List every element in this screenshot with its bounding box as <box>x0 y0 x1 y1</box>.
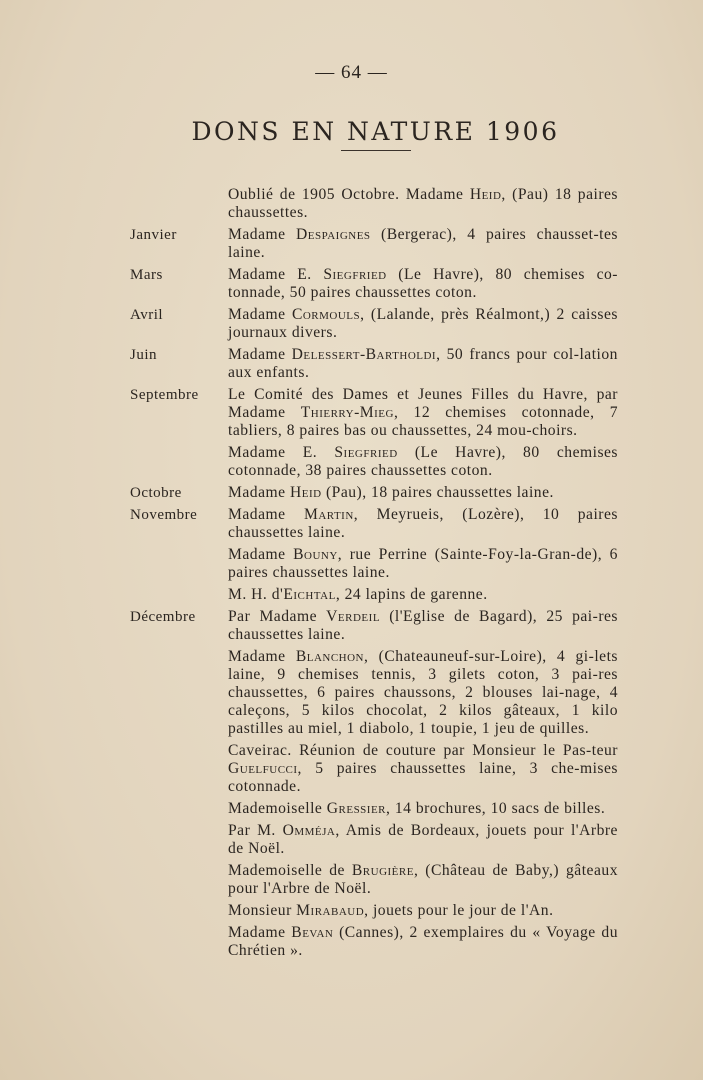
donor-name: Blanchon <box>295 648 365 665</box>
entry-text-part: Mademoiselle de <box>228 862 352 879</box>
entry-text-part: Madame <box>228 226 297 243</box>
donor-name: Bouny <box>293 546 338 563</box>
entry-text-part: , (Château de Baby,) gâteaux pour l'Arbre de Noël. <box>228 862 618 897</box>
entry-text-part: , 50 francs pour col-lation aux enfants. <box>228 346 618 381</box>
donation-entry <box>0 862 703 898</box>
entry-text <box>228 648 618 738</box>
entry-text-part: , jouets pour le jour de l'An. <box>364 902 554 919</box>
entry-text <box>228 822 618 858</box>
donation-entry <box>0 186 703 222</box>
donor-name: Verdeil <box>326 608 381 625</box>
entry-text <box>228 586 618 604</box>
entry-month: Octobre <box>130 485 182 501</box>
donor-name: Guelfucci <box>228 760 298 777</box>
donor-name: Siegfried <box>334 444 398 461</box>
donation-entry <box>0 648 703 738</box>
entry-text-part: Monsieur <box>228 902 297 919</box>
donation-entry <box>0 800 703 818</box>
entry-text-part: (l'Eglise de Bagard), 25 pai-res chaussettes laine. <box>228 608 619 643</box>
entry-text-part: Madame <box>228 546 294 563</box>
page-number: — 64 — <box>315 62 388 83</box>
entry-text-part: , (Pau) 18 paires chaussettes. <box>228 186 619 221</box>
donation-entry <box>0 226 703 262</box>
entry-text-part: (Le Havre), 80 chemises cotonnade, 38 paires chaussettes coton. <box>228 444 619 479</box>
entry-text <box>228 306 618 342</box>
donation-entry <box>0 586 703 604</box>
entry-text <box>228 924 618 960</box>
entry-text-part: , (Lalande, près Réalmont,) 2 caisses journaux divers. <box>228 306 618 341</box>
entry-text-part: Madame E. <box>228 266 324 283</box>
entry-text <box>228 186 618 222</box>
entry-text <box>228 484 618 502</box>
donation-entry <box>0 902 703 920</box>
entry-text-part: Mademoiselle <box>228 800 327 817</box>
entry-text-part: (Bergerac), 4 paires chausset-tes laine. <box>228 226 618 261</box>
entry-text <box>228 266 618 302</box>
entry-month: Septembre <box>130 387 199 403</box>
entry-text <box>228 608 618 644</box>
donation-entry <box>0 924 703 960</box>
page-title: DONS EN NATURE 1906 <box>191 116 560 146</box>
entry-text-part: Par Madame <box>228 608 327 625</box>
donor-name: Mirabaud <box>296 902 365 919</box>
donor-name: Thierry-Mieg <box>300 404 394 421</box>
donation-entry <box>0 306 703 342</box>
entry-text-part: (Pau), 18 paires chaussettes laine. <box>321 484 554 501</box>
donor-name: Delessert-Bartholdi <box>291 346 437 363</box>
donor-name: Cormouls <box>291 306 361 323</box>
entry-text-part: M. H. d' <box>228 586 284 603</box>
donation-entry <box>0 506 703 542</box>
entry-text <box>228 546 618 582</box>
entry-text <box>228 742 618 796</box>
entry-text <box>228 444 618 480</box>
donor-name: Omméja <box>282 822 336 839</box>
entry-text <box>228 506 618 542</box>
entry-text-part: , Meyrueis, (Lozère), 10 paires chaussettes laine. <box>228 506 618 541</box>
entry-text-part: Madame <box>228 484 290 501</box>
donor-name: Brugière <box>351 862 414 879</box>
donor-name: Siegfried <box>323 266 387 283</box>
entry-text-part: (Cannes), 2 exemplaires du « Voyage du Chrétien ». <box>228 924 618 959</box>
donor-name: Despaignes <box>296 226 371 243</box>
entry-text <box>228 800 618 818</box>
donation-entry <box>0 484 703 502</box>
donation-entry <box>0 608 703 644</box>
entry-month: Mars <box>130 267 163 283</box>
entry-text-part: Madame <box>228 648 296 665</box>
entry-text <box>228 862 618 898</box>
entry-text-part: Le Comité des Dames et Jeunes Filles du Havre, par Madame <box>228 386 618 421</box>
entry-text-part: Oublié de 1905 Octobre. Madame <box>228 186 470 203</box>
donation-entry <box>0 822 703 858</box>
entry-month: Décembre <box>130 609 196 625</box>
donation-entry <box>0 346 703 382</box>
title-divider <box>341 150 411 151</box>
entry-month: Avril <box>130 307 164 323</box>
entry-month: Novembre <box>130 507 198 523</box>
entry-text-part: (Le Havre), 80 chemises co-tonnade, 50 paires chaussettes coton. <box>228 266 619 301</box>
entry-text-part: Madame E. <box>228 444 335 461</box>
entry-text-part: , 5 paires chaussettes laine, 3 che-mises cotonnade. <box>228 760 618 795</box>
entry-text-part: , (Chateauneuf-sur-Loire), 4 gi-lets laine, 9 chemises tennis, 3 gilets coton, 3 pai-res chaussettes, 6 paires chaussons, 2 blouses lai-nage, 4 caleçons, 5 kilos chocolat, 2 kilos gâteaux, 1 kilo pastilles au miel, 1 diabolo, 1 toupie, 1 jeu de quilles. <box>228 648 618 737</box>
entry-text-part: Madame <box>228 306 292 323</box>
donation-entry <box>0 742 703 796</box>
donor-name: Heid <box>469 186 502 203</box>
donor-name: Heid <box>289 484 322 501</box>
entry-text <box>228 226 618 262</box>
entry-month: Juin <box>130 347 158 363</box>
entry-text <box>228 902 618 920</box>
entry-text-part: , 12 chemises cotonnade, 7 tabliers, 8 paires bas ou chaussettes, 24 mou-choirs. <box>228 404 618 439</box>
entry-text-part: Madame <box>228 506 304 523</box>
entry-text-part: , rue Perrine (Sainte-Foy-la-Gran-de), 6 paires chaussettes laine. <box>228 546 618 581</box>
donor-name: Martin <box>303 506 354 523</box>
entry-month: Janvier <box>130 227 177 243</box>
entry-text-part: Par M. <box>228 822 283 839</box>
entry-text-part: Caveirac. Réunion de couture par Monsieur le Pas-teur <box>228 742 618 759</box>
entry-text-part: , Amis de Bordeaux, jouets pour l'Arbre de Noël. <box>228 822 618 857</box>
entry-text-part: , 14 brochures, 10 sacs de billes. <box>386 800 606 817</box>
entry-text-part: , 24 lapins de garenne. <box>335 586 488 603</box>
entry-text-part: Madame <box>228 924 292 941</box>
donation-entry <box>0 444 703 480</box>
donor-name: Gressier <box>326 800 387 817</box>
entry-text <box>228 346 618 382</box>
donation-entry <box>0 546 703 582</box>
donor-name: Eichtal <box>283 586 336 603</box>
donation-entry <box>0 386 703 440</box>
donations-list <box>0 186 703 964</box>
donation-entry <box>0 266 703 302</box>
entry-text <box>228 386 618 440</box>
entry-text-part: Madame <box>228 346 292 363</box>
donor-name: Bevan <box>291 924 334 941</box>
